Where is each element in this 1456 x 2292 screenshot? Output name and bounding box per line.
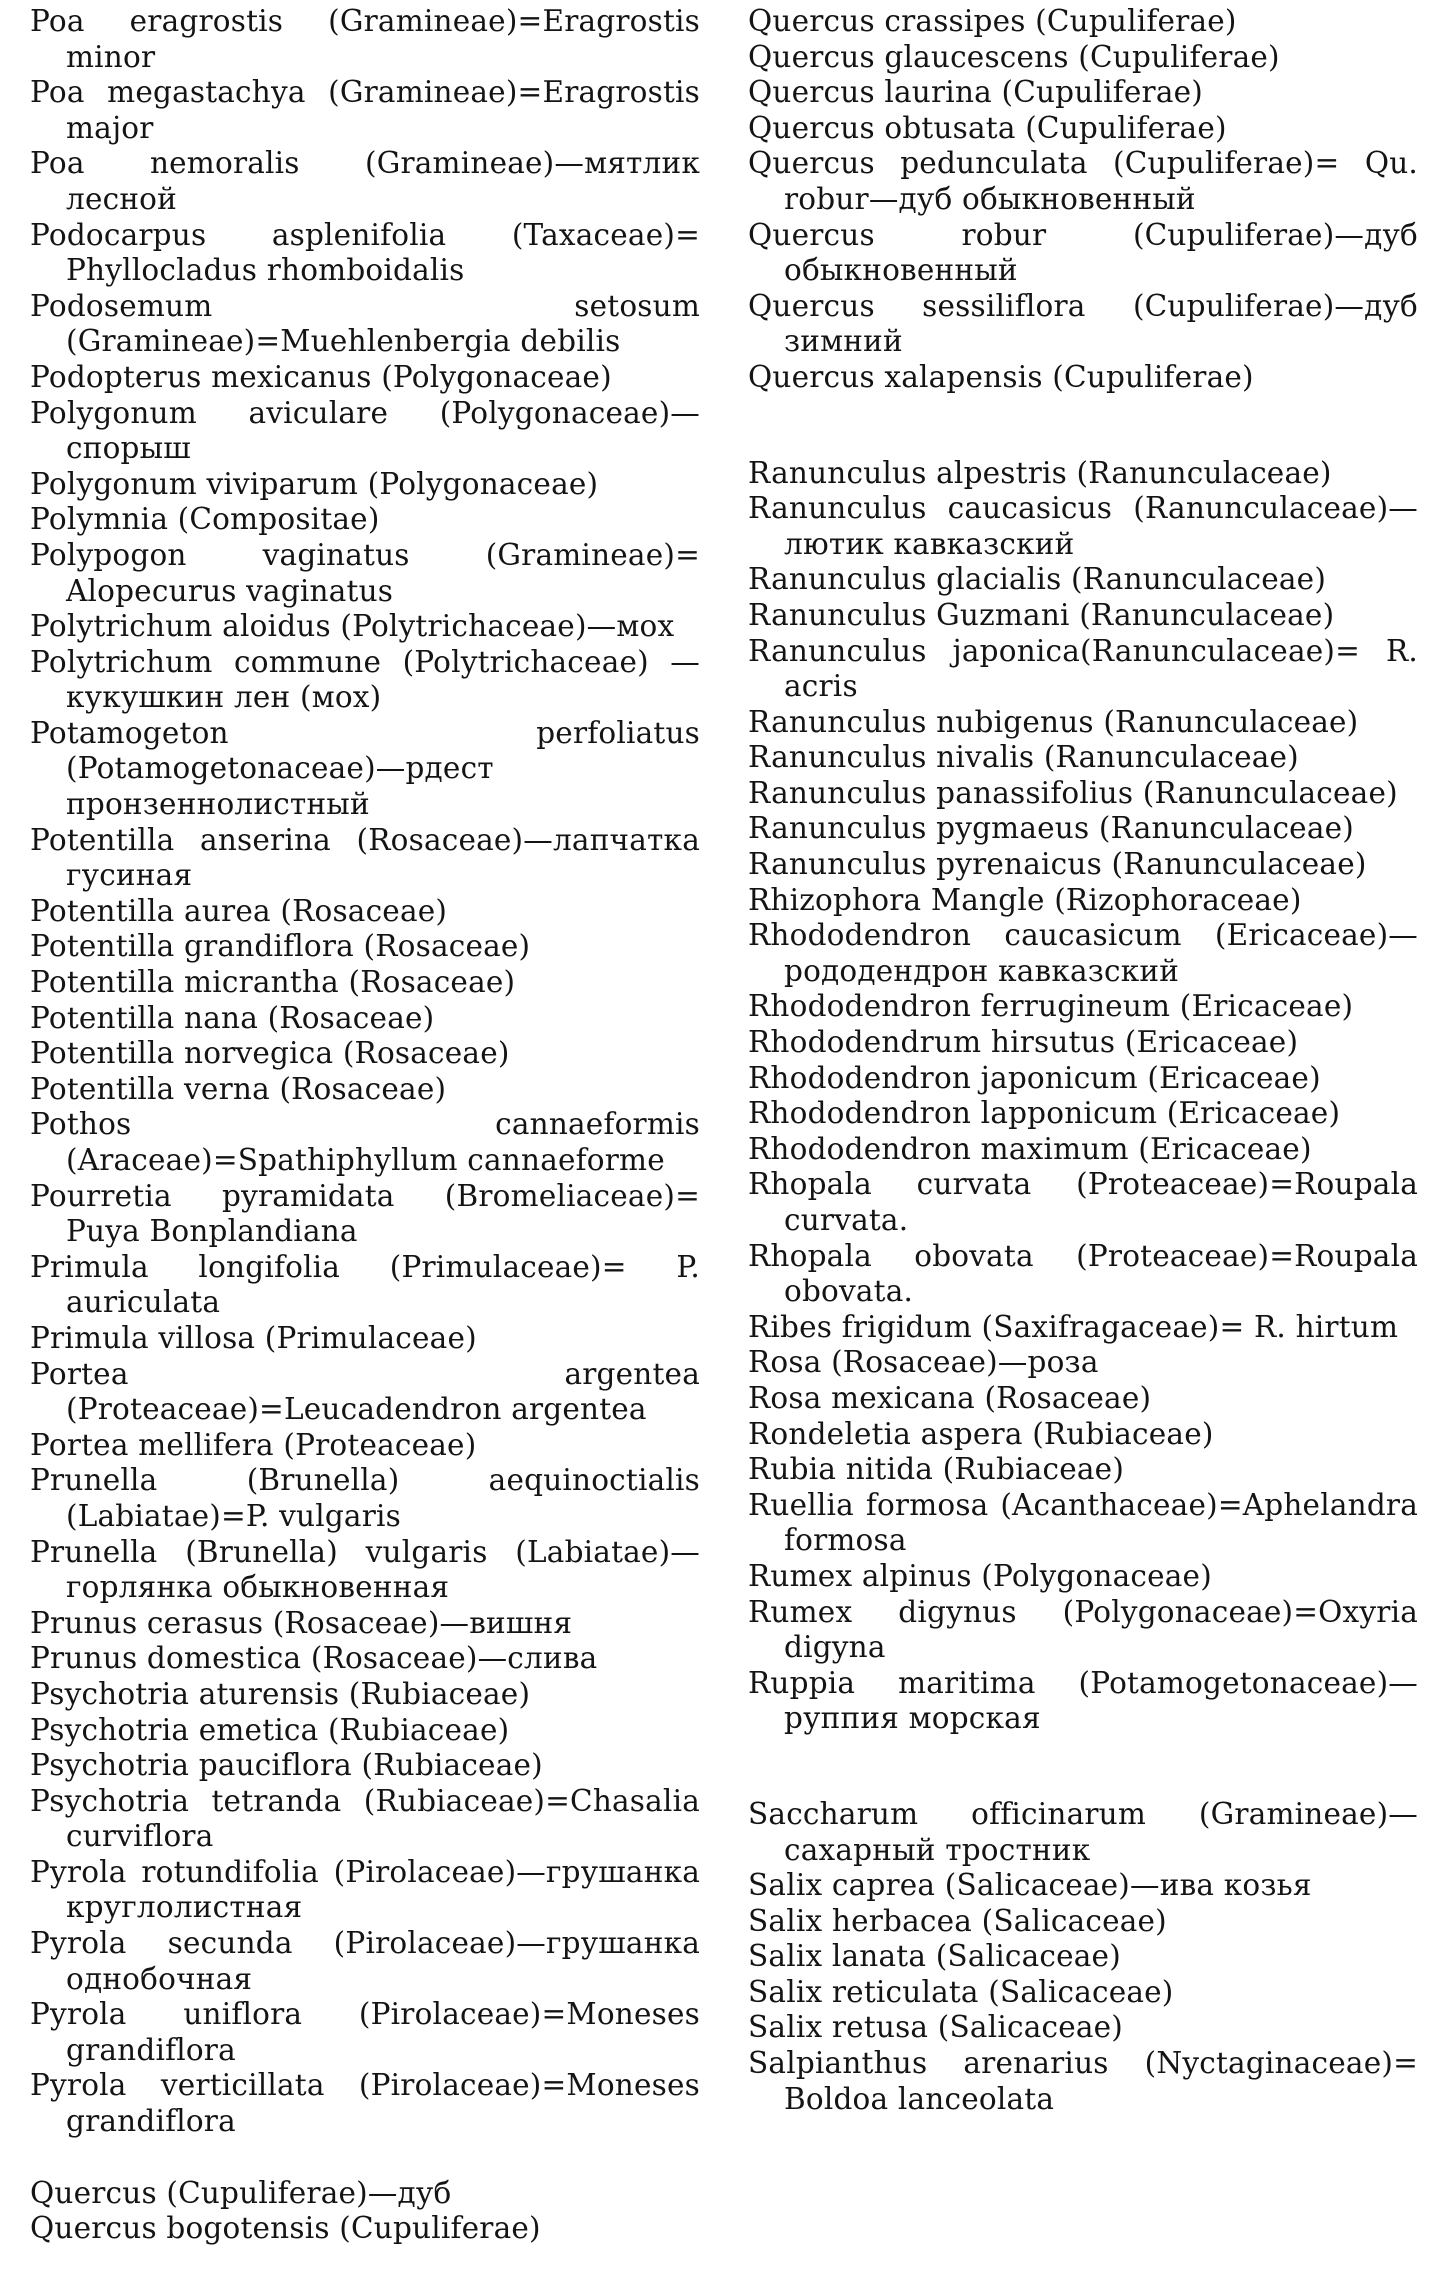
dictionary-entry: Rhododendron lapponicum (Ericaceae) bbox=[748, 1096, 1341, 1131]
dictionary-entry: Rumex alpinus (Polygonaceae) bbox=[748, 1558, 1212, 1593]
dictionary-entry: Potentilla norvegica (Rosaceae) bbox=[30, 1036, 510, 1071]
dictionary-entry: Ranunculus pygmaeus (Ranunculaceae) bbox=[748, 811, 1354, 846]
dictionary-entry: Salix lanata (Salicaceae) bbox=[748, 1939, 1121, 1974]
dictionary-entry: Ranunculus panassifolius (Ranunculaceae) bbox=[748, 775, 1398, 810]
dictionary-entry: Potentilla aurea (Rosaceae) bbox=[30, 893, 448, 928]
dictionary-entry: Potamogeton perfoliatus (Potamogetonaceae)—рдест пронзеннолистный bbox=[30, 715, 700, 822]
dictionary-entry: Quercus crassipes (Cupuliferae) bbox=[748, 4, 1237, 38]
dictionary-entry: Ranunculus nubigenus (Ranunculaceae) bbox=[748, 704, 1359, 739]
dictionary-entry: Podosemum setosum (Gramineae)=Muehlenbergia debilis bbox=[30, 288, 700, 359]
section-gap bbox=[748, 1737, 1418, 1797]
dictionary-entry: Ranunculus japonica(Ranunculaceae)= R. acris bbox=[748, 633, 1418, 704]
dictionary-entry: Quercus robur (Cupuliferae)—дуб обыкновенный bbox=[748, 217, 1418, 288]
left-column bbox=[30, 4, 700, 2247]
right-column bbox=[748, 4, 1418, 2117]
dictionary-entry: Quercus obtusata (Cupuliferae) bbox=[748, 110, 1227, 145]
section-gap bbox=[30, 2140, 700, 2176]
dictionary-entry: Ranunculus pyrenaicus (Ranunculaceae) bbox=[748, 847, 1367, 882]
dictionary-entry: Polytrichum commune (Polytrichaceae) —кукушкин лен (мох) bbox=[30, 644, 700, 715]
dictionary-entry: Salix retusa (Salicaceae) bbox=[748, 2010, 1124, 2045]
dictionary-entry: Ranunculus glacialis (Ranunculaceae) bbox=[748, 562, 1327, 597]
dictionary-entry: Rubia nitida (Rubiaceae) bbox=[748, 1452, 1125, 1487]
dictionary-entry: Prunella (Brunella) vulgaris (Labiatae)—горлянка обыкновенная bbox=[30, 1534, 700, 1605]
dictionary-entry: Potentilla nana (Rosaceae) bbox=[30, 1000, 435, 1035]
dictionary-entry: Rosa mexicana (Rosaceae) bbox=[748, 1380, 1152, 1415]
dictionary-entry: Portea mellifera (Proteaceae) bbox=[30, 1427, 477, 1462]
dictionary-entry: Polytrichum aloidus (Polytrichaceae)—мох bbox=[30, 609, 675, 644]
dictionary-entry: Podocarpus asplenifolia (Taxaceae)= Phyllocladus rhomboidalis bbox=[30, 217, 700, 288]
dictionary-entry: Rumex digynus (Polygonaceae)=Oxyria digyna bbox=[748, 1594, 1418, 1665]
dictionary-entry: Poa nemoralis (Gramineae)—мятлик лесной bbox=[30, 146, 700, 216]
dictionary-entry: Saccharum officinarum (Gramineae)—сахарный тростник bbox=[748, 1796, 1418, 1867]
dictionary-entry: Prunella (Brunella) aequinoctialis (Labiatae)=P. vulgaris bbox=[30, 1463, 700, 1533]
dictionary-entry: Pyrola secunda (Pirolaceae)—грушанка однобочная bbox=[30, 1926, 700, 1996]
dictionary-entry: Polymnia (Compositae) bbox=[30, 502, 380, 537]
dictionary-entry: Pyrola uniflora (Pirolaceae)=Moneses grandiflora bbox=[30, 1997, 700, 2067]
dictionary-entry: Psychotria tetranda (Rubiaceae)=Chasalia curviflora bbox=[30, 1783, 700, 1854]
dictionary-entry: Quercus (Cupuliferae)—дуб bbox=[30, 2175, 452, 2210]
dictionary-entry: Quercus bogotensis (Cupuliferae) bbox=[30, 2211, 541, 2246]
dictionary-entry: Primula longifolia (Primulaceae)= P. auriculata bbox=[30, 1249, 700, 1320]
section-gap bbox=[748, 396, 1418, 456]
dictionary-entry: Rhopala curvata (Proteaceae)=Roupala curvata. bbox=[748, 1167, 1418, 1237]
dictionary-entry: Ranunculus alpestris (Ranunculaceae) bbox=[748, 455, 1332, 490]
dictionary-entry: Podopterus mexicanus (Polygonaceae) bbox=[30, 359, 612, 394]
dictionary-entry: Ribes frigidum (Saxifragaceae)= R. hirtum bbox=[748, 1309, 1399, 1344]
dictionary-entry: Ranunculus caucasicus (Ranunculaceae)—лютик кавказский bbox=[748, 491, 1418, 561]
dictionary-entry: Rhizophora Mangle (Rizophoraceae) bbox=[748, 882, 1302, 917]
dictionary-entry: Ranunculus nivalis (Ranunculaceae) bbox=[748, 740, 1299, 775]
dictionary-entry: Salix reticulata (Salicaceae) bbox=[748, 1974, 1174, 2009]
dictionary-entry: Rhododendron maximum (Ericaceae) bbox=[748, 1131, 1312, 1166]
dictionary-entry: Rhododendron caucasicum (Ericaceae)—рододендрон кавказский bbox=[748, 918, 1418, 988]
dictionary-entry: Pyrola rotundifolia (Pirolaceae)—грушанка круглолистная bbox=[30, 1854, 700, 1925]
dictionary-entry: Psychotria pauciflora (Rubiaceae) bbox=[30, 1748, 543, 1783]
dictionary-entry: Rhododendron ferrugineum (Ericaceae) bbox=[748, 989, 1354, 1024]
dictionary-entry: Salpianthus arenarius (Nyctaginaceae)= Boldoa lanceolata bbox=[748, 2046, 1418, 2116]
dictionary-entry: Quercus xalapensis (Cupuliferae) bbox=[748, 359, 1254, 394]
dictionary-entry: Ranunculus Guzmani (Ranunculaceae) bbox=[748, 597, 1335, 632]
dictionary-entry: Portea argentea (Proteaceae)=Leucadendron argentea bbox=[30, 1356, 700, 1427]
dictionary-entry: Rhopala obovata (Proteaceae)=Roupala obovata. bbox=[748, 1238, 1418, 1309]
dictionary-entry: Potentilla anserina (Rosaceae)—лапчатка гусиная bbox=[30, 822, 700, 893]
dictionary-entry: Rondeletia aspera (Rubiaceae) bbox=[748, 1416, 1214, 1451]
dictionary-entry: Ruppia maritima (Potamogetonaceae)—руппия морская bbox=[748, 1665, 1418, 1736]
dictionary-entry: Rhododendron japonicum (Ericaceae) bbox=[748, 1060, 1321, 1095]
dictionary-entry: Psychotria aturensis (Rubiaceae) bbox=[30, 1676, 531, 1711]
dictionary-entry: Rhododendrum hirsutus (Ericaceae) bbox=[748, 1025, 1299, 1060]
dictionary-entry: Quercus sessiliflora (Cupuliferae)—дуб зимний bbox=[748, 288, 1418, 359]
dictionary-entry: Prunus domestica (Rosaceae)—слива bbox=[30, 1641, 598, 1676]
dictionary-entry: Polygonum viviparum (Polygonaceae) bbox=[30, 466, 599, 501]
dictionary-entry: Salix caprea (Salicaceae)—ива козья bbox=[748, 1868, 1312, 1903]
dictionary-entry: Prunus cerasus (Rosaceae)—вишня bbox=[30, 1605, 573, 1640]
dictionary-entry: Potentilla micrantha (Rosaceae) bbox=[30, 965, 516, 1000]
dictionary-entry: Poa eragrostis (Gramineae)=Eragrostis minor bbox=[30, 4, 700, 74]
dictionary-entry: Rosa (Rosaceae)—роза bbox=[748, 1345, 1099, 1380]
dictionary-entry: Pothos cannaeformis (Araceae)=Spathiphyllum cannaeforme bbox=[30, 1107, 700, 1177]
dictionary-entry: Potentilla verna (Rosaceae) bbox=[30, 1071, 447, 1106]
dictionary-entry: Poa megastachya (Gramineae)=Eragrostis major bbox=[30, 75, 700, 145]
dictionary-entry: Quercus glaucescens (Cupuliferae) bbox=[748, 39, 1280, 74]
dictionary-entry: Psychotria emetica (Rubiaceae) bbox=[30, 1712, 510, 1747]
dictionary-entry: Salix herbacea (Salicaceae) bbox=[748, 1903, 1167, 1938]
dictionary-entry: Polygonum aviculare (Polygonaceae)—спорыш bbox=[30, 395, 700, 466]
dictionary-entry: Polypogon vaginatus (Gramineae)= Alopecurus vaginatus bbox=[30, 537, 700, 608]
dictionary-entry: Quercus pedunculata (Cupuliferae)= Qu. robur—дуб обыкновенный bbox=[748, 146, 1418, 216]
dictionary-entry: Ruellia formosa (Acanthaceae)=Aphelandra formosa bbox=[748, 1487, 1418, 1558]
dictionary-entry: Quercus laurina (Cupuliferae) bbox=[748, 75, 1203, 110]
dictionary-entry: Potentilla grandiflora (Rosaceae) bbox=[30, 929, 531, 964]
dictionary-entry: Pyrola verticillata (Pirolaceae)=Moneses grandiflora bbox=[30, 2068, 700, 2139]
dictionary-entry: Pourretia pyramidata (Bromeliaceae)= Puya Bonplandiana bbox=[30, 1178, 700, 1249]
dictionary-entry: Primula villosa (Primulaceae) bbox=[30, 1320, 477, 1355]
